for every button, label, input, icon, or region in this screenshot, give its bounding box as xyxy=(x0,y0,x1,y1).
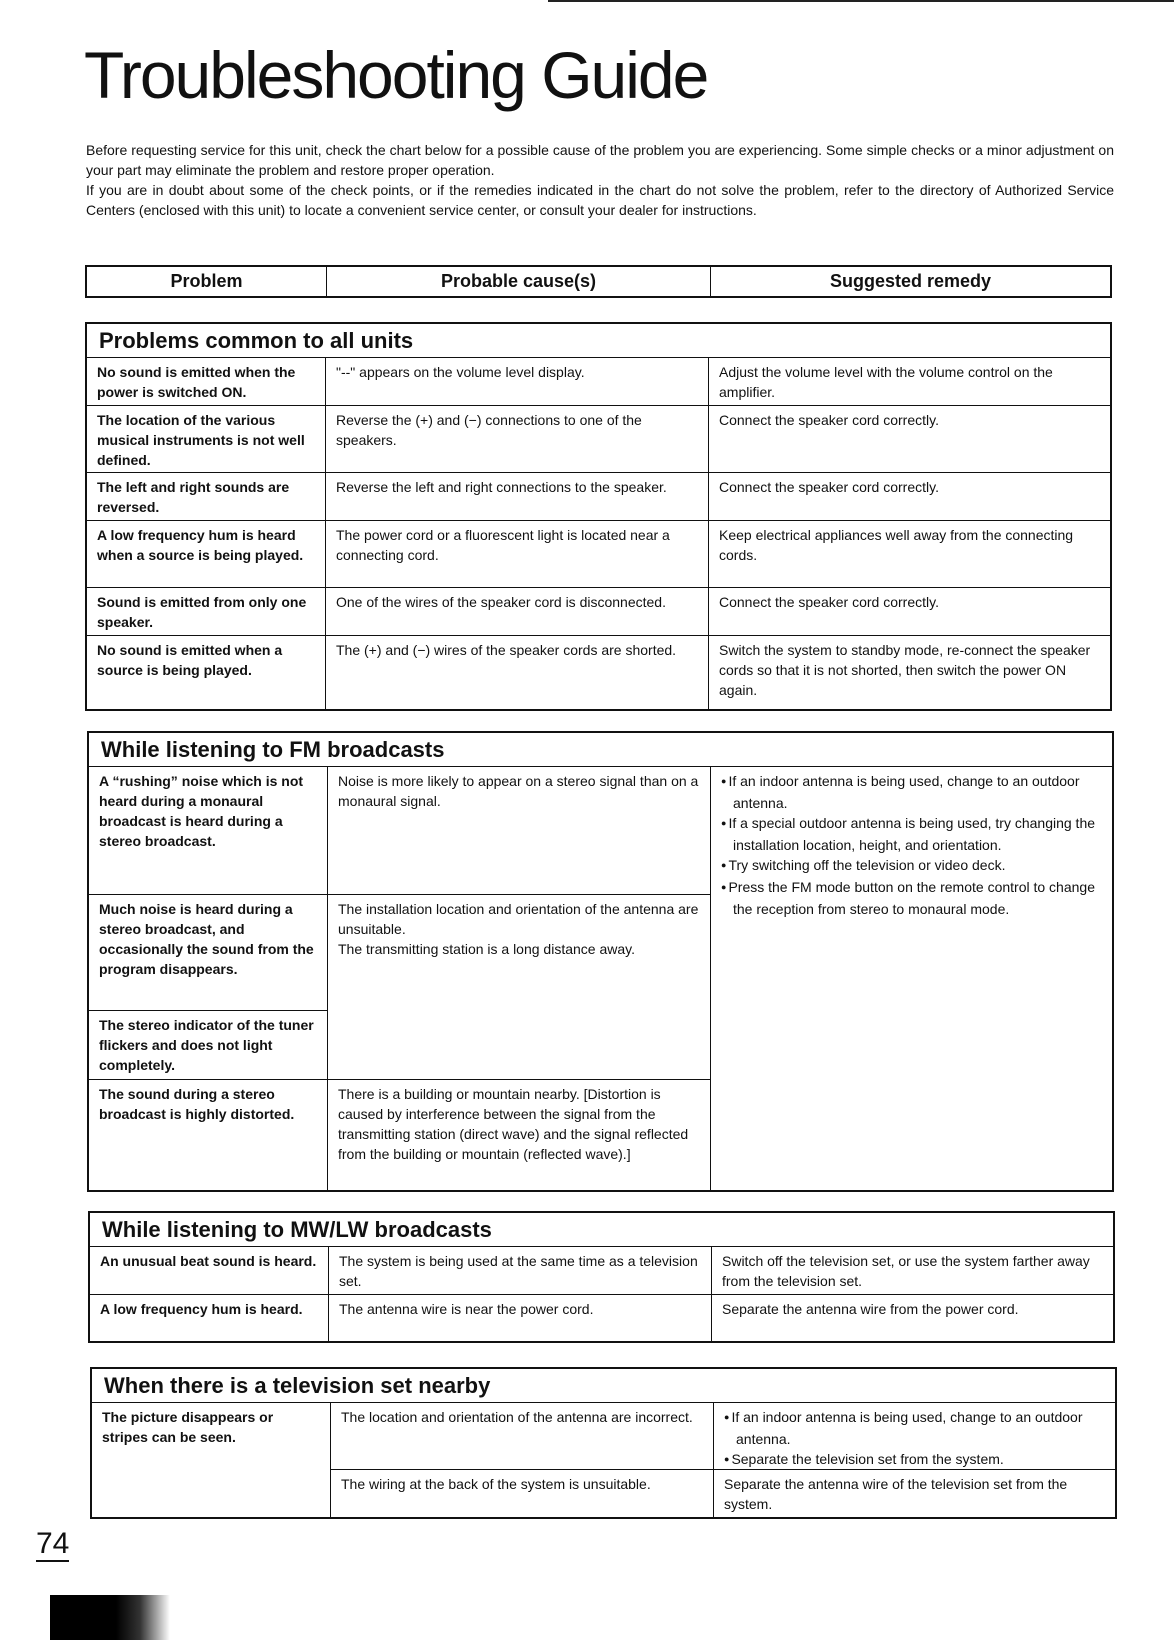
column-header-remedy: Suggested remedy xyxy=(829,271,992,291)
remedy-cell: Keep electrical appliances well away from the connecting cords. xyxy=(709,521,1110,588)
problem-cell: The picture disappears or stripes can be seen. xyxy=(92,1403,331,1518)
problem-cell: A low frequency hum is heard. xyxy=(90,1295,329,1341)
section-title: When there is a television set nearby xyxy=(92,1369,1115,1403)
section-television-nearby xyxy=(90,1367,1117,1519)
remedy-cell: Connect the speaker cord correctly. xyxy=(709,473,1110,521)
problem-cell: The location of the various musical instruments is not well defined. xyxy=(87,406,326,473)
cause-cell: Reverse the (+) and (−) connections to one of the speakers. xyxy=(326,406,709,473)
cause-cell xyxy=(328,895,711,1080)
column-header-row xyxy=(85,265,1112,298)
page-title: Troubleshooting Guide xyxy=(84,38,708,112)
remedy-bullet: ● If a special outdoor antenna is being used, try changing the installation location, height, and orientation. xyxy=(721,813,1102,855)
cause-cell: Reverse the left and right connections to the speaker. xyxy=(326,473,709,521)
problem-cell: An unusual beat sound is heard. xyxy=(90,1247,329,1295)
cause-cell: The power cord or a fluorescent light is located near a connecting cord. xyxy=(326,521,709,588)
remedy-cell: Adjust the volume level with the volume control on the amplifier. xyxy=(709,358,1110,406)
top-rule xyxy=(548,0,1174,2)
cause-cell: "--" appears on the volume level display. xyxy=(326,358,709,406)
remedy-cell xyxy=(711,767,1112,1190)
remedy-cell: Switch off the television set, or use the system farther away from the television set. xyxy=(712,1247,1113,1295)
cause-line: The transmitting station is a long distance away. xyxy=(338,941,636,957)
cause-line: The installation location and orientation of the antenna are unsuitable. xyxy=(338,901,699,937)
section-grid xyxy=(89,767,1112,1190)
remedy-cell xyxy=(714,1403,1115,1470)
problem-cell: Much noise is heard during a stereo broadcast, and occasionally the sound from the program disappears. xyxy=(89,895,328,1011)
cause-cell: The location and orientation of the antenna are incorrect. xyxy=(331,1403,714,1470)
column-header-cause: Probable cause(s) xyxy=(327,267,711,296)
section-grid xyxy=(87,358,1110,709)
section-mwlw-broadcasts xyxy=(88,1211,1115,1343)
column-header-problem: Problem xyxy=(87,267,327,296)
cause-cell: Noise is more likely to appear on a stereo signal than on a monaural signal. xyxy=(328,767,711,895)
problem-cell: The stereo indicator of the tuner flickers and does not light completely. xyxy=(89,1011,328,1080)
remedy-cell: Connect the speaker cord correctly. xyxy=(709,588,1110,636)
remedy-bullet: ● Separate the television set from the system. xyxy=(724,1449,1105,1471)
problem-cell: A “rushing” noise which is not heard during a monaural broadcast is heard during a stereo broadcast. xyxy=(89,767,328,895)
remedy-bullet: ● If an indoor antenna is being used, change to an outdoor antenna. xyxy=(721,771,1102,813)
problem-cell: The sound during a stereo broadcast is highly distorted. xyxy=(89,1080,328,1190)
cause-cell: The system is being used at the same time as a television set. xyxy=(329,1247,712,1295)
problem-cell: No sound is emitted when the power is switched ON. xyxy=(87,358,326,406)
section-grid xyxy=(90,1247,1113,1341)
problem-cell: A low frequency hum is heard when a source is being played. xyxy=(87,521,326,588)
problem-cell: The left and right sounds are reversed. xyxy=(87,473,326,521)
remedy-bullet: ● If an indoor antenna is being used, change to an outdoor antenna. xyxy=(724,1407,1105,1449)
scan-artifact xyxy=(50,1595,170,1640)
cause-cell: There is a building or mountain nearby. [Distortion is caused by interference between the signal from the transmitting station (direct wave) and the signal reflected from the building or mountain (reflected wave).] xyxy=(328,1080,711,1190)
problem-cell: Sound is emitted from only one speaker. xyxy=(87,588,326,636)
page-number: 74 xyxy=(36,1527,70,1560)
remedy-cell: Separate the antenna wire of the television set from the system. xyxy=(724,1476,1068,1512)
cause-cell: The antenna wire is near the power cord. xyxy=(329,1295,712,1341)
remedy-bullet: ● Try switching off the television or video deck. xyxy=(721,855,1102,877)
remedy-cell: Connect the speaker cord correctly. xyxy=(709,406,1110,473)
section-title: While listening to MW/LW broadcasts xyxy=(90,1213,1113,1247)
remedy-bullet: ● Press the FM mode button on the remote control to change the reception from stereo to monaural mode. xyxy=(721,877,1102,919)
remedy-cell: Separate the antenna wire from the power cord. xyxy=(722,1301,1019,1317)
cause-cell: One of the wires of the speaker cord is disconnected. xyxy=(326,588,709,636)
cause-cell: The (+) and (−) wires of the speaker cords are shorted. xyxy=(326,636,709,709)
intro-text xyxy=(86,140,1114,220)
remedy-cell: Switch the system to standby mode, re-connect the speaker cords so that it is not shorted, then switch the power ON again. xyxy=(719,642,1091,698)
section-title: While listening to FM broadcasts xyxy=(89,733,1112,767)
intro-paragraph: If you are in doubt about some of the check points, or if the remedies indicated in the chart do not solve the problem, refer to the directory of Authorized Service Centers (enclosed with this unit) to locate a convenient service center, or consult your dealer for instructions. xyxy=(86,182,1114,218)
section-fm-broadcasts xyxy=(87,731,1114,1192)
cause-cell: The wiring at the back of the system is unsuitable. xyxy=(331,1470,714,1518)
intro-paragraph: Before requesting service for this unit, check the chart below for a possible cause of the problem you are experiencing. Some simple checks or a minor adjustment on your part may eliminate the problem and restore proper operation. xyxy=(86,142,1114,178)
section-title: Problems common to all units xyxy=(87,324,1110,358)
section-common-problems xyxy=(85,322,1112,711)
section-grid xyxy=(92,1403,1115,1517)
problem-cell: No sound is emitted when a source is being played. xyxy=(87,636,326,709)
